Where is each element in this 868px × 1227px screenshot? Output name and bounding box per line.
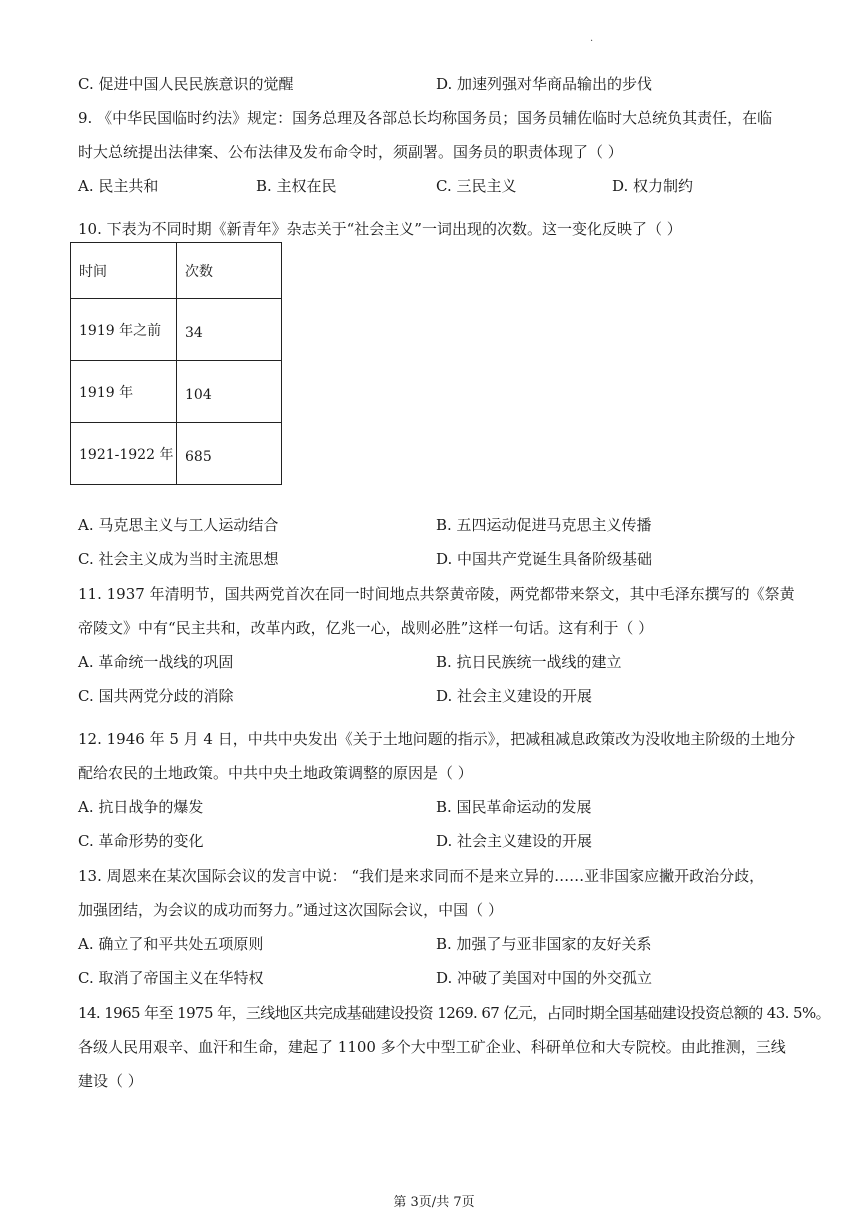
q10-option-b: B. 五四运动促进马克思主义传播 <box>436 516 652 534</box>
table-row <box>71 423 282 485</box>
q9-stem-line-2: 时大总统提出法律案、公布法律及发布命令时，须副署。国务员的职责体现了（ ） <box>78 143 623 161</box>
q13-stem-line-1: 13. 周恩来在某次国际会议的发言中说： “我们是来求同而不是来立异的……亚非国家应撇开政治分歧， <box>78 867 765 885</box>
q11-option-a: A. 革命统一战线的巩固 <box>78 653 234 671</box>
q9-option-a: A. 民主共和 <box>78 177 159 195</box>
q12-option-b: B. 国民革命运动的发展 <box>436 798 592 816</box>
table-cell-period: 1919 年 <box>71 361 177 423</box>
q10-stem-line-1: 10. 下表为不同时期《新青年》杂志关于“社会主义”一词出现的次数。这一变化反映了（ ） <box>78 220 682 238</box>
q13-stem-line-2: 加强团结，为会议的成功而努力。”通过这次国际会议，中国（ ） <box>78 901 503 919</box>
q9-stem-line-1: 9. 《中华民国临时约法》规定：国务总理及各部总长均称国务员；国务员辅佐临时大总统负其责任，在临 <box>78 109 773 127</box>
q11-option-c: C. 国共两党分歧的消除 <box>78 687 234 705</box>
table-header-cell: 时间 <box>71 243 177 299</box>
q12-stem-line-1: 12. 1946 年 5 月 4 日，中共中央发出《关于土地问题的指示》，把减租减息政策改为没收地主阶级的土地分 <box>78 730 796 748</box>
table-header-row <box>71 243 282 299</box>
table-row <box>71 299 282 361</box>
table-cell-period: 1919 年之前 <box>71 299 177 361</box>
table-row <box>71 361 282 423</box>
q9-option-c: C. 三民主义 <box>436 177 517 195</box>
q11-option-b: B. 抗日民族统一战线的建立 <box>436 653 622 671</box>
q8-option-d: D. 加速列强对华商品输出的步伐 <box>436 75 653 93</box>
q10-option-a: A. 马克思主义与工人运动结合 <box>78 516 279 534</box>
q13-option-d: D. 冲破了美国对中国的外交孤立 <box>436 969 653 987</box>
q12-option-d: D. 社会主义建设的开展 <box>436 832 593 850</box>
q11-stem-line-1: 11. 1937 年清明节，国共两党首次在同一时间地点共祭黄帝陵，两党都带来祭文，其中毛泽东撰写的《祭黄 <box>78 585 795 603</box>
q11-option-d: D. 社会主义建设的开展 <box>436 687 593 705</box>
table-cell-period: 1921-1922 年 <box>71 423 177 485</box>
q8-option-c: C. 促进中国人民民族意识的觉醒 <box>78 75 294 93</box>
q14-stem-line-3: 建设（ ） <box>78 1072 143 1090</box>
q14-stem-line-1: 14. 1965 年至 1975 年，三线地区共完成基础建设投资 1269. 67 亿元，占同时期全国基础建设投资总额的 43. 5%。 <box>78 1004 830 1022</box>
q14-stem-line-2: 各级人民用艰辛、血汗和生命，建起了 1100 多个大中型工矿企业、科研单位和大专院校。由此推测，三线 <box>78 1038 786 1056</box>
table-header-cell: 次数 <box>177 243 282 299</box>
q12-stem-line-2: 配给农民的土地政策。中共中央土地政策调整的原因是（ ） <box>78 764 473 782</box>
q13-option-b: B. 加强了与亚非国家的友好关系 <box>436 935 652 953</box>
q13-option-c: C. 取消了帝国主义在华特权 <box>78 969 264 987</box>
q10-table <box>70 242 282 485</box>
q9-option-d: D. 权力制约 <box>612 177 694 195</box>
q9-option-b: B. 主权在民 <box>256 177 337 195</box>
page-number: 第 3页/共 7页 <box>393 1195 475 1210</box>
q13-option-a: A. 确立了和平共处五项原则 <box>78 935 264 953</box>
table-cell-count: 34 <box>177 299 282 361</box>
table-cell-count: 685 <box>177 423 282 485</box>
q12-option-a: A. 抗日战争的爆发 <box>78 798 204 816</box>
q12-option-c: C. 革命形势的变化 <box>78 832 204 850</box>
q11-stem-line-2: 帝陵文》中有“民主共和，改革内政，亿兆一心，战则必胜”这样一句话。这有利于（ ） <box>78 619 654 637</box>
q10-option-d: D. 中国共产党诞生具备阶级基础 <box>436 550 653 568</box>
table-cell-count: 104 <box>177 361 282 423</box>
corner-mark: · <box>590 36 594 47</box>
q10-option-c: C. 社会主义成为当时主流思想 <box>78 550 279 568</box>
